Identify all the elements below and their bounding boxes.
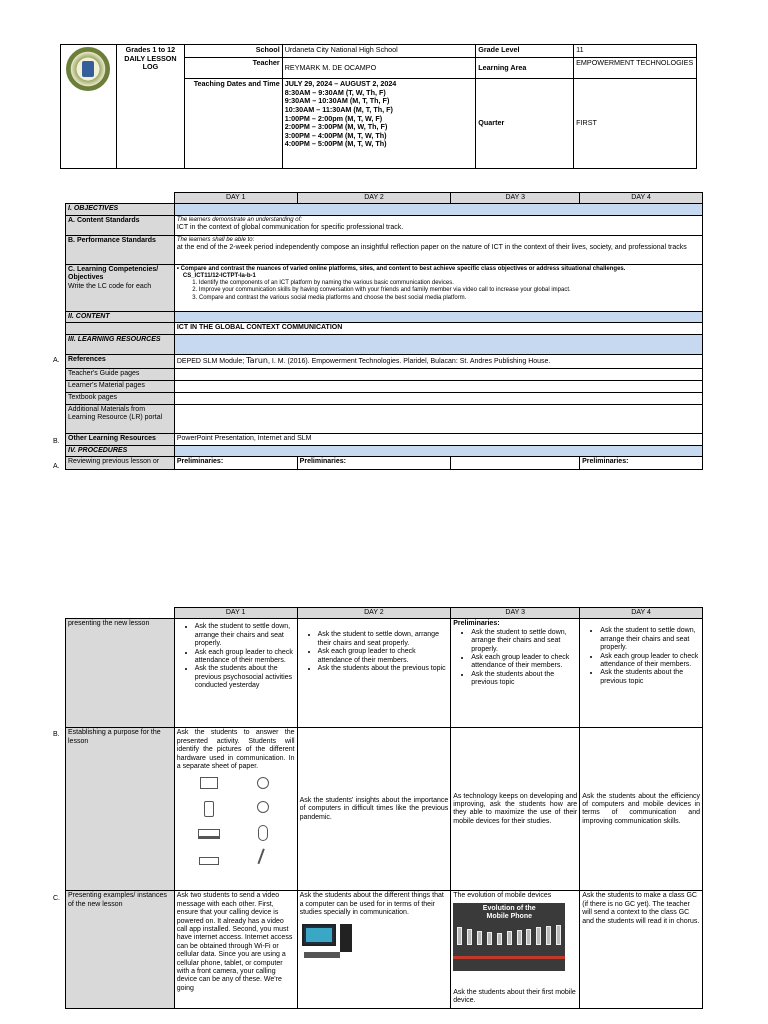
- review-item: • Ask the student to settle down, arrange their chairs and seat properly.: [318, 631, 449, 648]
- day-header: DAY 3: [451, 193, 580, 204]
- examples-day2: [297, 891, 451, 1009]
- examples-day3-top: The evolution of mobile devices: [453, 892, 552, 900]
- references-author: Tarun: [246, 356, 269, 366]
- examples-day4: Ask the students to make a class GC (if there is no GC yet). The teacher will send a context to the class GC and the students will read it in chorus.: [580, 891, 703, 1009]
- day-header: DAY 1: [174, 193, 297, 204]
- log-title-cell: [116, 45, 184, 169]
- review-item: • Ask the student to settle down, arrange their chairs and seat properly.: [600, 627, 700, 652]
- review-item: • Ask each group leader to check attendance of their members.: [600, 653, 700, 670]
- content-blank: [66, 323, 175, 335]
- reviewing-label: Reviewing previous lesson or: [66, 456, 175, 469]
- purpose-day1-text: Ask the students to answer the presented activity. Students will identify the pictures of the different hardware used in communication. In a separate sheet of paper.: [176, 729, 295, 770]
- row-letter: B.: [53, 731, 60, 738]
- time-line: 10:30AM – 11:30AM (M, T, Th, F): [284, 104, 393, 114]
- time-line: 9:30AM – 10:30AM (M, T, Th, F): [284, 96, 390, 106]
- resources-band: [174, 335, 702, 355]
- mobile-evolution-image: [453, 903, 565, 971]
- reviewing-label-cont: presenting the new lesson: [66, 619, 175, 728]
- purpose-day3: As technology keeps on developing and improving, ask the students how are they able to maximize the use of their mobile devices for their studies.: [451, 728, 580, 891]
- headset-icon: [241, 801, 285, 819]
- mouse-icon: [241, 825, 285, 843]
- content-standards-value: [174, 215, 702, 235]
- review-item: • Ask the student to settle down, arrange their chairs and seat properly.: [195, 623, 295, 648]
- purpose-label: Establishing a purpose for the lesson: [66, 728, 175, 891]
- textbook-value: [174, 392, 702, 404]
- performance-text: at the end of the 2-week period independently compose an insightful reflection paper on the nature of ICT in the context of their lives, society, and professional tracks: [176, 243, 687, 251]
- content-band: [174, 311, 702, 322]
- review-item: • Ask each group leader to check attendance of their members.: [195, 649, 295, 666]
- row-letter: A.: [53, 357, 60, 364]
- references-post: , I. M. (2016). Empowerment Technologies. Plaridel, Bulacan: St. Andres Publishing House.: [268, 358, 551, 366]
- dll-table-page1: [65, 192, 703, 470]
- teacher-label: Teacher: [184, 58, 282, 79]
- quarter-label: Quarter: [476, 79, 574, 169]
- review-item: • Ask the students about the previous topic: [318, 665, 449, 673]
- procedures-band: [174, 445, 702, 456]
- review-day4: [580, 619, 703, 728]
- laptop-icon: [187, 825, 231, 843]
- procedures-heading: IV. PROCEDURES: [66, 445, 175, 456]
- log-title: DAILY LESSON LOG: [124, 53, 177, 72]
- learning-area-label: Learning Area: [476, 58, 574, 79]
- phone-icon: [187, 801, 231, 819]
- objectives-band: [174, 204, 702, 215]
- learning-area-value: EMPOWERMENT TECHNOLOGIES: [574, 58, 697, 79]
- review-item: • Ask the students about the previous psychosocial activities conducted yesterday: [195, 665, 295, 690]
- day-header: DAY 1: [174, 608, 297, 619]
- performance-intro: The learners shall be able to:: [176, 236, 255, 243]
- objectives-heading: I. OBJECTIVES: [66, 204, 175, 215]
- review-day1: [174, 619, 297, 728]
- quarter-value: FIRST: [574, 79, 697, 169]
- competencies-sub: Write the LC code for each: [68, 282, 152, 290]
- review-item: • Ask the students about the previous topic: [471, 671, 577, 688]
- row-letter: A.: [53, 463, 60, 470]
- hardware-pictures: [177, 771, 295, 867]
- school-label: School: [184, 45, 282, 58]
- review-item: • Ask each group leader to check attendance of their members.: [471, 654, 577, 671]
- learner-material-label: Learner's Material pages: [66, 380, 175, 392]
- learner-material-value: [174, 380, 702, 392]
- prelim-day1: Preliminaries:: [174, 456, 297, 469]
- content-heading: II. CONTENT: [66, 311, 175, 322]
- other-resources-label: Other Learning Resources: [66, 433, 175, 445]
- references-value: [174, 355, 702, 368]
- competencies-main-text: Compare and contrast the nuances of varied online platforms, sites, and content to best achieve specific class objectives or address situational challenges.: [180, 265, 626, 272]
- textbook-label: Textbook pages: [66, 392, 175, 404]
- day-header: DAY 4: [580, 608, 703, 619]
- time-line: 4:00PM – 5:00PM (M, T, W, Th): [284, 139, 387, 149]
- monitor-icon: [187, 777, 231, 795]
- purpose-day4: Ask the students about the efficiency of computers and mobile devices in terms of communication and improving communication skills.: [580, 728, 703, 891]
- blank-header-cell: [66, 193, 175, 204]
- prelim-day3-empty: [451, 456, 580, 469]
- content-text: ICT in the context of global communication for specific professional track.: [176, 223, 404, 231]
- time-line: 1:00PM – 2:00pm (M, T, W, F): [284, 113, 383, 123]
- competency-item: 3. Compare and contrast the various social media platforms and choose the best social media platform.: [199, 295, 700, 302]
- dll-table-page2: [65, 607, 703, 1009]
- purpose-day1: [174, 728, 297, 891]
- dates-value: [282, 79, 476, 169]
- router-icon: [187, 849, 231, 867]
- day-header: DAY 3: [451, 608, 580, 619]
- examples-day2-text: Ask the students about the different things that a computer can be used for in terms of their studies specially in communication.: [299, 892, 444, 917]
- deped-seal-cell: [61, 45, 117, 169]
- competencies-label-cell: [66, 264, 175, 311]
- examples-day1: Ask two students to send a video message with each other. First, ensure that your calling device is powered on. It already has a video call app installed. Second, you must have internet access. Internet access can be obtained through Wi-Fi or cellular data. Since you are using a cellular phone, tablet, or computer with a front camera, your calling device can be any of these. We're going: [174, 891, 297, 1009]
- competencies-label: C. Learning Competencies/ Objectives: [68, 265, 159, 282]
- content-intro: The learners demonstrate an understanding of:: [176, 216, 302, 223]
- examples-day3: [451, 891, 580, 1009]
- teacher-guide-value: [174, 368, 702, 380]
- prelim-day3: Preliminaries:: [453, 620, 500, 628]
- teacher-guide-label: Teacher's Guide pages: [66, 368, 175, 380]
- time-line: 2:00PM – 3:00PM (M, W, Th, F): [284, 122, 388, 132]
- evolution-title-1: Evolution of the: [482, 904, 536, 912]
- teacher-value: REYMARK M. DE OCAMPO: [282, 58, 476, 79]
- references-pre: DEPED SLM Module;: [176, 358, 247, 366]
- webcam-icon: [241, 777, 285, 795]
- phones-row: [457, 925, 561, 945]
- purpose-day2: Ask the students' insights about the importance of computers in difficult times like the previous pandemic.: [297, 728, 451, 891]
- performance-standards-value: [174, 235, 702, 264]
- examples-day3-bottom: Ask the students about their first mobile device.: [453, 988, 576, 1005]
- review-item: • Ask the student to settle down, arrange their chairs and seat properly.: [471, 629, 577, 654]
- competencies-value: [174, 264, 702, 311]
- additional-materials-value: [174, 404, 702, 433]
- references-label: References: [66, 355, 175, 368]
- review-item: • Ask each group leader to check attendance of their members.: [318, 648, 449, 665]
- day-header: DAY 2: [297, 193, 451, 204]
- blank-header-cell: [66, 608, 175, 619]
- review-day3: [451, 619, 580, 728]
- evolution-title-2: Mobile Phone: [486, 912, 532, 920]
- row-letter: C.: [53, 895, 60, 902]
- row-letter: B.: [53, 438, 60, 445]
- content-text: ICT IN THE GLOBAL CONTEXT COMMUNICATION: [174, 323, 702, 335]
- prelim-day2: Preliminaries:: [297, 456, 451, 469]
- desktop-computer-icon: [302, 924, 362, 962]
- review-item: • Ask the students about the previous topic: [600, 669, 700, 686]
- time-line: 3:00PM – 4:00PM (M, T, W, Th): [284, 130, 387, 140]
- grade-level-value: 11: [574, 45, 697, 58]
- header-table: [60, 44, 697, 169]
- competencies-code: CS_ICT11/12-ICTPT-Ia-b-1: [182, 272, 256, 279]
- competency-item: 2. Improve your communication skills by having conversation with your friends and family member via video call to increase your global impact.: [199, 287, 700, 294]
- day-header: DAY 4: [580, 193, 703, 204]
- deped-seal-logo: [66, 47, 110, 91]
- competency-item: 1. Identify the components of an ICT platform by naming the various basic communication devices.: [199, 280, 700, 287]
- grades-label: Grades 1 to 12: [125, 45, 176, 54]
- grade-level-label: Grade Level: [476, 45, 574, 58]
- competencies-main: • Compare and contrast the nuances of varied online platforms, sites, and content to best achieve specific class objectives or address situational challenges.: [176, 265, 626, 272]
- additional-materials-label: Additional Materials from Learning Resource (LR) portal: [66, 404, 175, 433]
- prelim-day4: Preliminaries:: [580, 456, 703, 469]
- time-line: 8:30AM – 9:30AM (T, W, Th, F): [284, 87, 386, 97]
- examples-label: Presenting examples/ instances of the new lesson: [66, 891, 175, 1009]
- resources-heading: III. LEARNING RESOURCES: [66, 335, 175, 355]
- dates-label: Teaching Dates and Time: [184, 79, 282, 169]
- date-line: JULY 29, 2024 – AUGUST 2, 2024: [284, 79, 397, 88]
- day-header: DAY 2: [297, 608, 451, 619]
- review-day2: [297, 619, 451, 728]
- microphone-icon: [241, 849, 285, 867]
- other-resources-value: PowerPoint Presentation, Internet and SLM: [174, 433, 702, 445]
- school-value: Urdaneta City National High School: [282, 45, 476, 58]
- content-standards-label: A. Content Standards: [66, 215, 175, 235]
- performance-standards-label: B. Performance Standards: [66, 235, 175, 264]
